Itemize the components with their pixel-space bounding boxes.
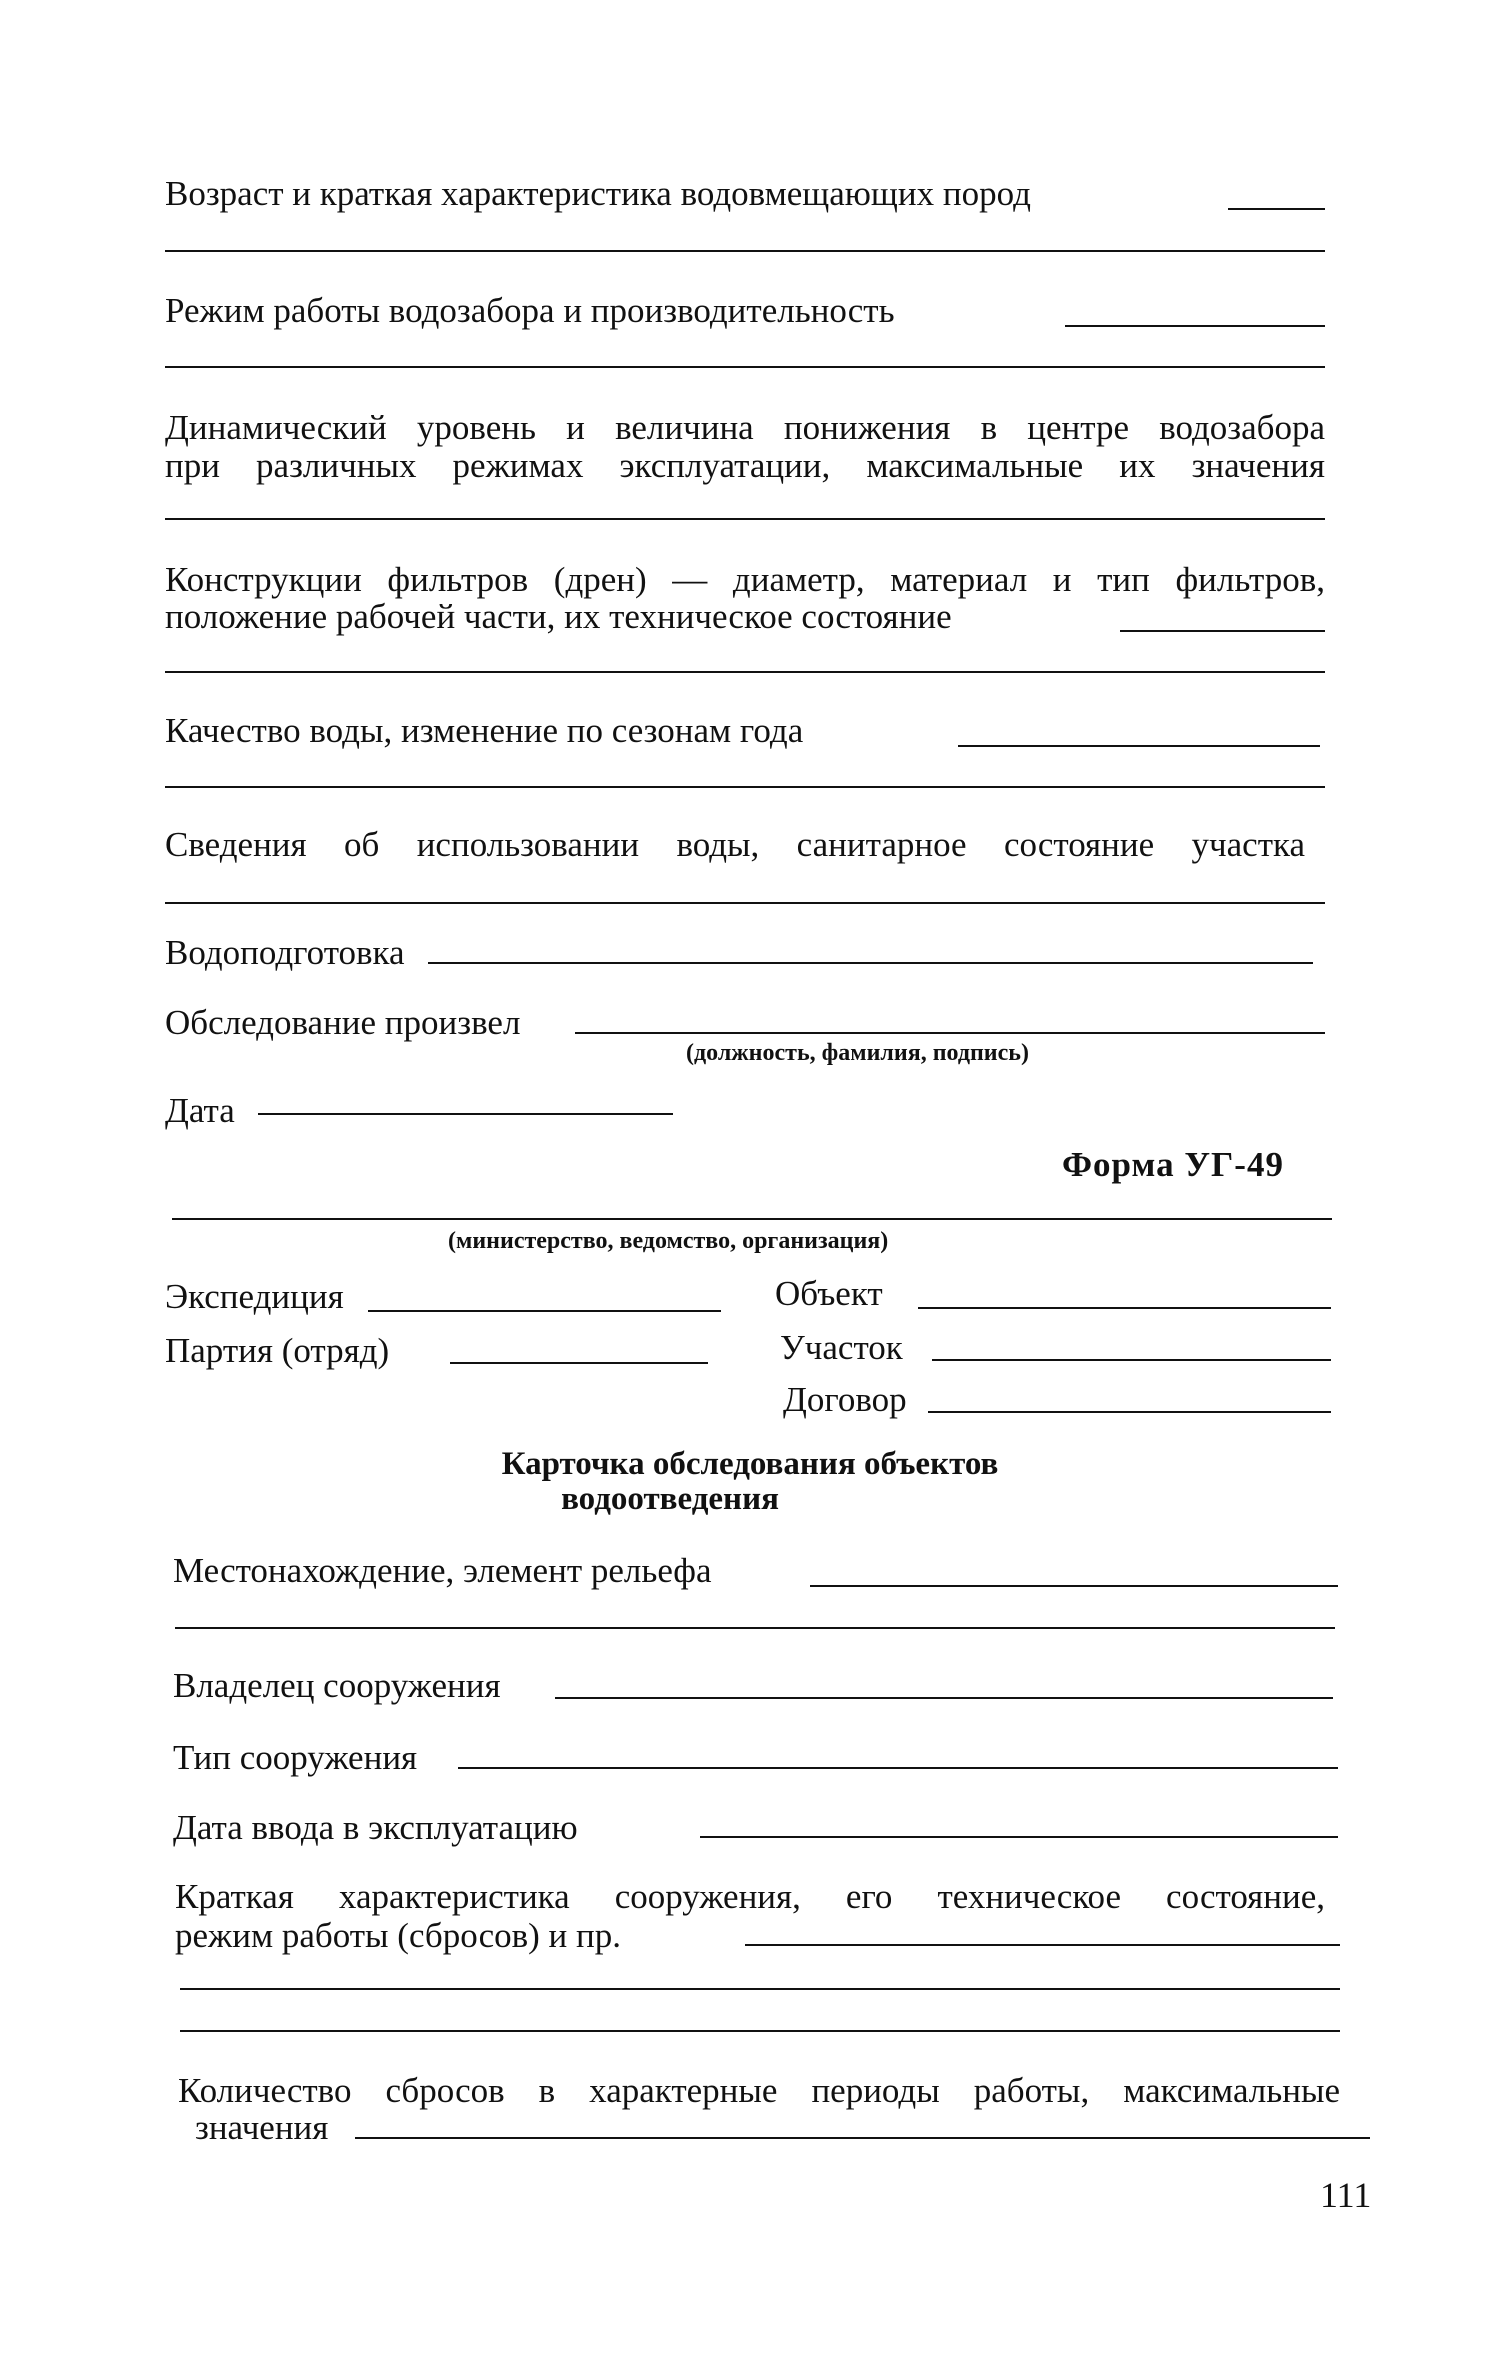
intake-mode-field-line2[interactable] [165, 366, 1325, 368]
filters-field[interactable] [1120, 630, 1325, 632]
object-field[interactable] [918, 1307, 1331, 1309]
location-field-line2[interactable] [175, 1627, 1335, 1629]
location-label: Местонахождение, элемент рельефа [173, 1551, 712, 1590]
object-label: Объект [775, 1274, 883, 1313]
site-field[interactable] [932, 1359, 1331, 1361]
dynamic-level-label-line1: Динамический уровень и величина понижения в центре водозабора [165, 408, 1325, 447]
contract-label: Договор [783, 1380, 907, 1419]
expedition-field[interactable] [368, 1310, 721, 1312]
water-quality-field-line2[interactable] [165, 786, 1325, 788]
contract-field[interactable] [928, 1411, 1331, 1413]
structure-type-label: Тип сооружения [173, 1738, 418, 1777]
card-title-line1: Карточка обследования объектов [501, 1446, 999, 1482]
date-field[interactable] [258, 1113, 673, 1115]
description-field[interactable] [745, 1944, 1340, 1946]
dynamic-level-label-line2: при различных режимах эксплуатации, максимальные их значения [165, 446, 1325, 485]
form-number: Форма УГ-49 [1062, 1145, 1284, 1184]
organization-caption: (министерство, ведомство, организация) [448, 1228, 889, 1254]
intake-mode-label: Режим работы водозабора и производительность [165, 291, 895, 330]
filters-label-line2: положение рабочей части, их техническое состояние [165, 597, 952, 636]
dynamic-level-field[interactable] [165, 518, 1325, 520]
water-use-label: Сведения об использовании воды, санитарное состояние участка [165, 825, 1305, 864]
date-label: Дата [165, 1091, 235, 1130]
page-number: 111 [1320, 2175, 1372, 2215]
owner-label: Владелец сооружения [173, 1666, 501, 1705]
surveyed-by-label: Обследование произвел [165, 1003, 521, 1042]
description-label-line1: Краткая характеристика сооружения, его техническое состояние, [175, 1877, 1325, 1916]
discharges-field[interactable] [355, 2137, 1370, 2139]
water-quality-label: Качество воды, изменение по сезонам года [165, 711, 804, 750]
discharges-label-line2: значения [195, 2108, 329, 2147]
expedition-label: Экспедиция [165, 1277, 344, 1316]
site-label: Участок [780, 1328, 903, 1367]
treatment-field[interactable] [428, 962, 1313, 964]
structure-type-field[interactable] [458, 1767, 1338, 1769]
aquifer-rocks-field[interactable] [1228, 208, 1325, 210]
surveyed-by-caption: (должность, фамилия, подпись) [686, 1040, 1029, 1066]
intake-mode-field[interactable] [1065, 325, 1325, 327]
treatment-label: Водоподготовка [165, 933, 405, 972]
commission-date-label: Дата ввода в эксплуатацию [173, 1808, 578, 1847]
discharges-label-line1: Количество сбросов в характерные периоды работы, максимальные [178, 2071, 1340, 2110]
description-field-line3[interactable] [180, 2030, 1340, 2032]
owner-field[interactable] [555, 1697, 1333, 1699]
filters-field-line2[interactable] [165, 671, 1325, 673]
water-quality-field[interactable] [958, 745, 1320, 747]
party-field[interactable] [450, 1362, 708, 1364]
organization-field[interactable] [172, 1218, 1332, 1220]
location-field[interactable] [810, 1585, 1338, 1587]
commission-date-field[interactable] [700, 1836, 1338, 1838]
water-use-field[interactable] [165, 902, 1325, 904]
filters-label-line1: Конструкции фильтров (дрен) — диаметр, материал и тип фильтров, [165, 560, 1325, 599]
party-label: Партия (отряд) [165, 1331, 390, 1370]
surveyed-by-field[interactable] [575, 1032, 1325, 1034]
description-field-line2[interactable] [180, 1988, 1340, 1990]
aquifer-rocks-label: Возраст и краткая характеристика водовмещающих пород [165, 174, 1031, 213]
description-label-line2: режим работы (сбросов) и пр. [175, 1916, 622, 1955]
aquifer-rocks-field-line2[interactable] [165, 250, 1325, 252]
card-title-line2: водоотведения [561, 1481, 779, 1517]
